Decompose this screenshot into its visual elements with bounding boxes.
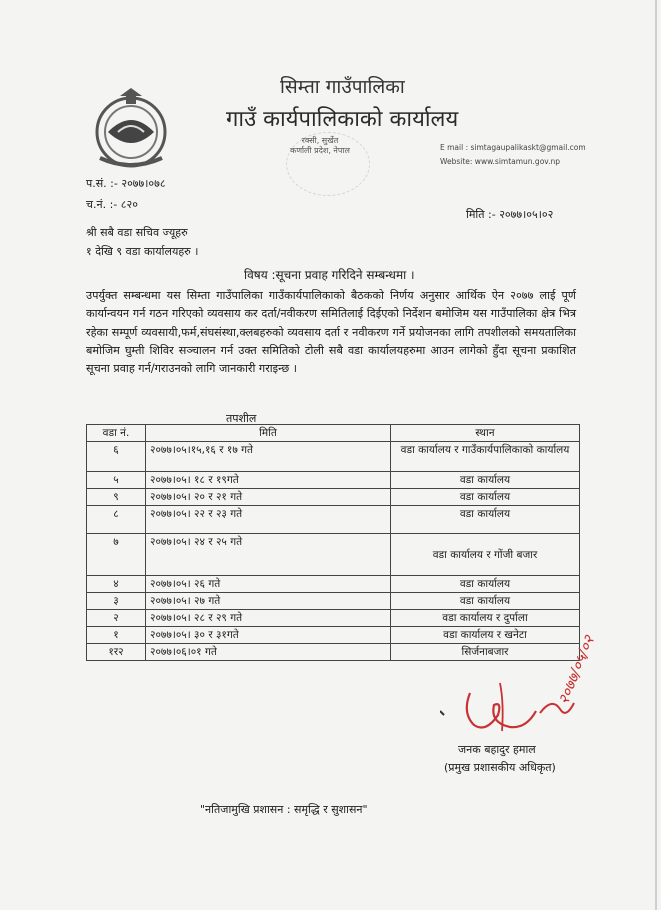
ward-cell: २: [87, 610, 146, 627]
signatory-title: (प्रमुख प्रशासकीय अधिकृत): [444, 761, 556, 774]
table-row: [87, 593, 580, 610]
place-cell: वडा कार्यालय र दुर्पाला: [391, 610, 580, 627]
ward-cell: ९: [87, 489, 146, 506]
table-row: [87, 576, 580, 593]
office-name: गाउँ कार्यपालिकाको कार्यालय: [226, 107, 459, 132]
date-cell: २०७७।०५। ३० र ३१गते: [146, 627, 391, 644]
contact-info: [440, 141, 586, 169]
date-cell: २०७७।०५। २६ गते: [146, 576, 391, 593]
table-row: [87, 627, 580, 644]
dispatch-number: च.नं. :- ८२०: [86, 198, 138, 211]
date-cell: २०७७।०५। २८ र २९ गते: [146, 610, 391, 627]
date-cell: २०७७।०५। २२ र २३ गते: [146, 506, 391, 534]
email-text: E mail : simtagaupalikaskt@gmail.com: [440, 143, 586, 152]
table-row: [87, 472, 580, 489]
place-cell: वडा कार्यालय र गाउँकार्यपालिकाको कार्यालय: [391, 442, 580, 472]
municipality-name: सिम्ता गाउँपालिका: [280, 76, 405, 98]
date-cell: २०७७।०५। २० र २१ गते: [146, 489, 391, 506]
signatory-name: जनक बहादुर हमाल: [458, 743, 536, 756]
ward-cell: ४: [87, 576, 146, 593]
table-row: [87, 610, 580, 627]
ward-cell: ५: [87, 472, 146, 489]
schedule-header-row: [87, 425, 580, 442]
ward-cell: १: [87, 627, 146, 644]
ward-cell: ८: [87, 506, 146, 534]
website-text: Website: www.simtamun.gov.np: [440, 157, 561, 166]
column-header-date: मिति: [146, 425, 391, 442]
place-cell: सिर्जनाबजार: [391, 644, 580, 661]
place-cell: वडा कार्यालय: [391, 576, 580, 593]
place-cell: वडा कार्यालय र खनेटा: [391, 627, 580, 644]
place-cell: वडा कार्यालय: [391, 472, 580, 489]
date-cell: २०७७।०५।१५,१६ र १७ गते: [146, 442, 391, 472]
office-address: रक्सी, सुर्खेत कर्णाली प्रदेश, नेपाल: [290, 136, 350, 155]
place-cell: वडा कार्यालय: [391, 593, 580, 610]
column-header-ward: वडा नं.: [87, 425, 146, 442]
letter-body: उपर्युक्त सम्बन्धमा यस सिम्ता गाउँपालिका गाउँकार्यपालिकाको बैठकको निर्णय अनुसार आर्थिक ऐन २०७७ लाई पूर्ण कार्यान्वयन गर्न गठन गरिएको व्यवसाय कर दर्ता/नवीकरण समितिलाई दिईएको निर्देशन बमोजिम यस गाउँपालिका क्षेत्र भित्र रहेका सम्पूर्ण व्यवसायी,फर्म,संघसंस्था,क्लबहरुको व्यवसाय दर्ता र नवीकरण गर्ने प्रयोजनका लागि तपशीलको समयतालिका बमोजिम घुम्ती शिविर सञ्चालन गर्न उक्त समितिको टोली सबै वडा कार्यालयहरुमा आउन लागेको हुँदा सूचना प्रकाशित सूचना प्रवाह गर्न/गराउनको लागि जानकारी गराइन्छ ।: [86, 289, 576, 376]
table-row: [87, 506, 580, 534]
date-cell: २०७७।०५। २४ र २५ गते: [146, 534, 391, 576]
place-cell: वडा कार्यालय: [391, 506, 580, 534]
schedule-title: तपशील: [226, 412, 257, 425]
schedule-table: [86, 424, 580, 661]
date-cell: २०७७।०६।०१ गते: [146, 644, 391, 661]
column-header-place: स्थान: [391, 425, 580, 442]
recipient-line-2: १ देखि ९ वडा कार्यालयहरु ।: [86, 245, 199, 258]
date-cell: २०७७।०५। १८ र १९गते: [146, 472, 391, 489]
ward-cell: ३: [87, 593, 146, 610]
letter-subject: विषय :सूचना प्रवाह गरिदिने सम्बन्धमा ।: [244, 268, 415, 282]
recipient-line-1: श्री सबै वडा सचिव ज्यूहरु: [86, 226, 188, 239]
signature-date: २०७७/०५/०२: [554, 633, 599, 707]
footer-motto: "नतिजामुखि प्रशासन : समृद्धि र सुशासन": [200, 803, 368, 816]
reference-number: प.सं. :- २०७७।०७८: [86, 177, 166, 190]
table-row: [87, 489, 580, 506]
table-row: [87, 442, 580, 472]
page-edge: [655, 0, 657, 910]
date-cell: २०७७।०५। २७ गते: [146, 593, 391, 610]
place-cell: वडा कार्यालय र गोंजी बजार: [391, 534, 580, 576]
nepal-emblem-icon: [90, 88, 172, 170]
letter-date: मिति :- २०७७।०५।०२: [466, 208, 554, 221]
ward-cell: ६: [87, 442, 146, 472]
table-row: [87, 534, 580, 576]
ward-cell: १र२: [87, 644, 146, 661]
place-cell: वडा कार्यालय: [391, 489, 580, 506]
ward-cell: ७: [87, 534, 146, 576]
